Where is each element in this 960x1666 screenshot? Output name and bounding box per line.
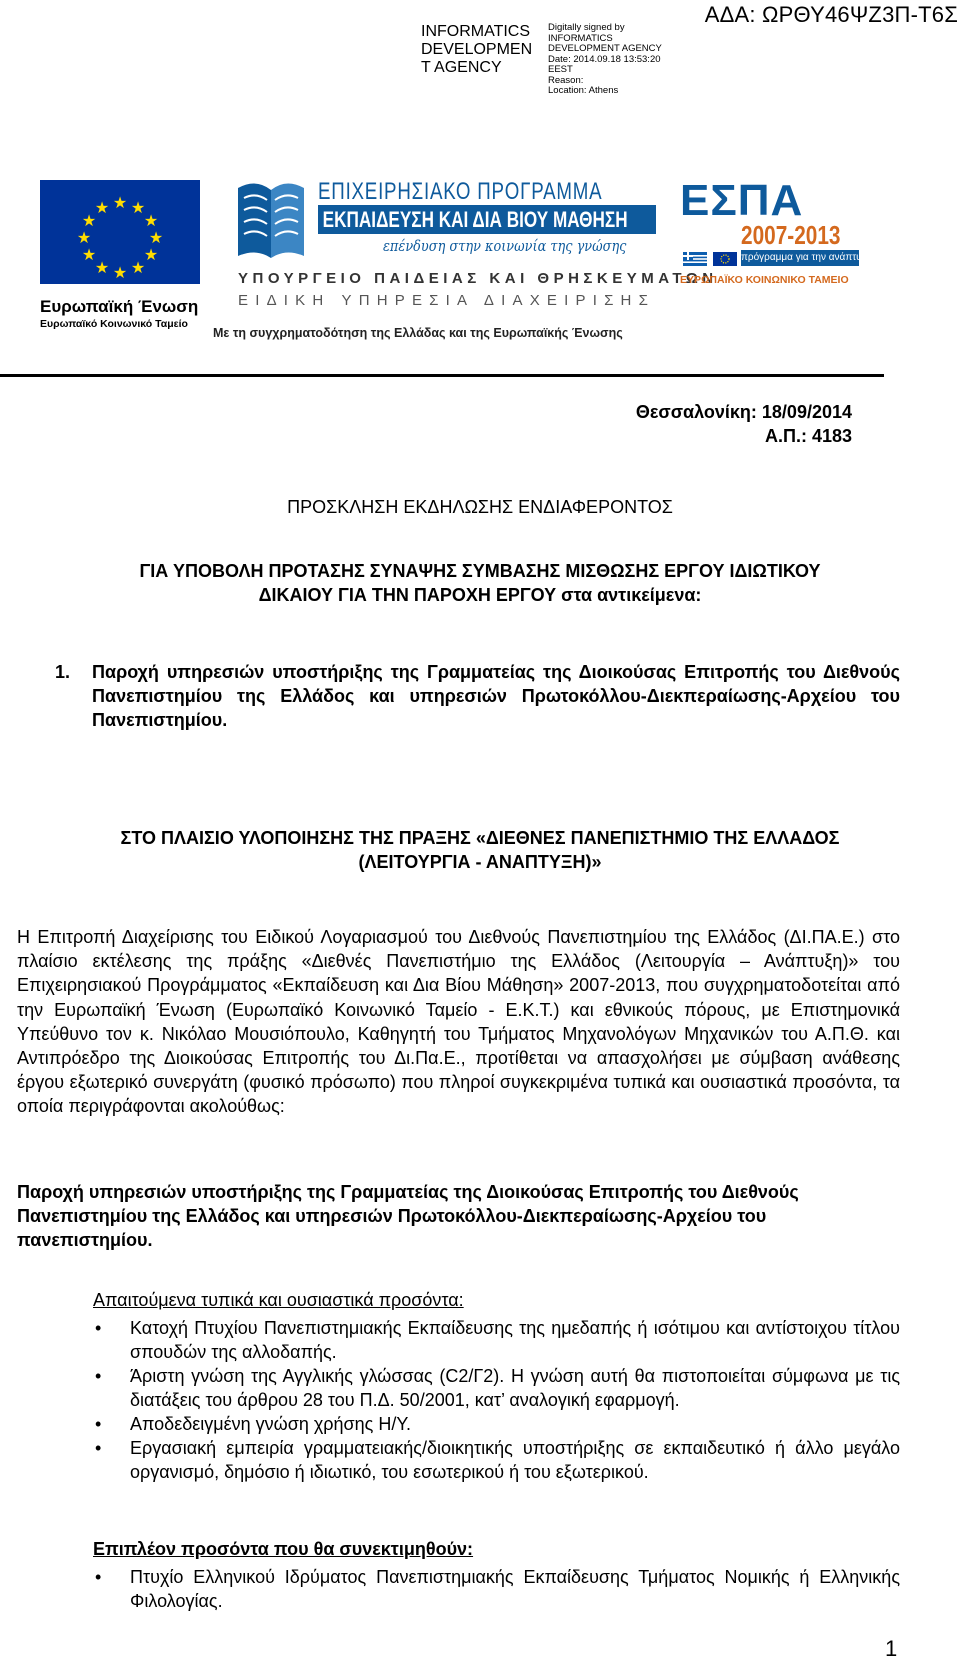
extra-qualifications-heading: Επιπλέον προσόντα που θα συνεκτιμηθούν: (93, 1539, 474, 1559)
programme-logo-slogan: επένδυση στην κοινωνία της γνώσης (383, 237, 627, 255)
svg-text:★: ★ (94, 258, 110, 277)
list-item-text: Πτυχίο Ελληνικού Ιδρύματος Πανεπιστημιακής Εκπαίδευσης Τμήματος Νομικής ή Ελληνικής Φιλολογίας. (130, 1567, 900, 1611)
espa-logo-years: 2007-2013 (741, 220, 841, 250)
signature-meta-line: INFORMATICS (548, 32, 613, 44)
espa-logo-title: ΕΣΠΑ (680, 176, 804, 225)
svg-text:★: ★ (112, 193, 128, 212)
framework-heading-line: (ΛΕΙΤΟΥΡΓΙΑ - ΑΝΑΠΤΥΞΗ)» (358, 852, 602, 872)
numbered-item (55, 660, 900, 732)
bullet-icon: • (95, 1414, 102, 1434)
requirements-list (93, 1316, 900, 1484)
item-number: 1. (55, 662, 71, 682)
svg-text:★: ★ (130, 258, 146, 277)
document-subtitle-line: ΔΙΚΑΙΟΥ ΓΙΑ ΤΗΝ ΠΑΡΟΧΗ ΕΡΓΟΥ στα αντικείμενα: (258, 585, 702, 605)
bullet-icon: • (95, 1567, 102, 1587)
signature-org-line: INFORMATICS (421, 23, 531, 40)
signature-meta-line: Date: 2014.09.18 13:53:20 (548, 53, 661, 65)
signature-meta-line: DEVELOPMENT AGENCY (548, 43, 662, 54)
signature-meta-line: Reason: (548, 74, 584, 86)
document-subtitle (0, 559, 960, 607)
protocol-number: Α.Π.: 4183 (764, 426, 852, 446)
list-item (93, 1436, 900, 1484)
list-item (93, 1364, 900, 1412)
extra-qualifications-list (93, 1565, 900, 1613)
list-item (93, 1316, 900, 1364)
eu-stars-icon (40, 180, 200, 284)
signature-meta-line: EEST (548, 64, 573, 75)
bullet-icon: • (95, 1438, 102, 1458)
signature-org-line: DEVELOPMEN (421, 41, 533, 58)
svg-text:★: ★ (94, 198, 110, 217)
list-item (93, 1565, 900, 1613)
requirements-heading: Απαιτούμενα τυπικά και ουσιαστικά προσόντα: (93, 1290, 464, 1310)
item-text: Παροχή υπηρεσιών υποστήριξης της Γραμματείας της Διοικούσας Επιτροπής του Διεθνούς Πανεπιστημίου της Ελλάδος και υπηρεσιών Πρωτοκόλλου-Διεκπεραίωσης-Αρχείου του Πανεπιστημίου. (92, 662, 900, 730)
programme-logo-line: ΕΠΙΧΕΙΡΗΣΙΑΚΟ ΠΡΟΓΡΑΜΜΑ (318, 178, 603, 205)
programme-logo-service: ΕΙΔΙΚΗ ΥΠΗΡΕΣΙΑ ΔΙΑΧΕΙΡΙΣΗΣ (238, 292, 656, 309)
list-item-text: Άριστη γνώση της Αγγλικής γλώσσας (C2/Γ2). Η γνώση αυτή θα πιστοποιείται σύμφωνα με τις διατάξεις του άρθρου 28 του Π.Δ. 50/2001, κατ’ αναλογική εφαρμογή. (130, 1366, 900, 1410)
eu-logo-subtitle: Ευρωπαϊκό Κοινωνικό Ταμείο (40, 318, 188, 330)
signature-organization (421, 23, 541, 77)
bullet-icon: • (95, 1318, 102, 1338)
greek-eu-flags-icon (683, 252, 737, 271)
programme-logo-banner (318, 205, 656, 234)
signature-org-line: T AGENCY (421, 59, 502, 76)
list-item-text: Κατοχή Πτυχίου Πανεπιστημιακής Εκπαίδευσης της ημεδαπής ή ισότιμου και αντίστοιχου τίτλου σπουδών της αλλοδαπής. (130, 1318, 900, 1362)
svg-text:★: ★ (148, 228, 164, 247)
document-title: ΠΡΟΣΚΛΗΣΗ ΕΚΔΗΛΩΣΗΣ ΕΝΔΙΑΦΕΡΟΝΤΟΣ (287, 497, 673, 517)
eu-logo-title: Ευρωπαϊκή Ένωση (40, 297, 199, 316)
bullet-icon: • (95, 1366, 102, 1386)
ada-code: ΑΔΑ: ΩΡΘΥ46ΨΖ3Π-Τ6Σ (704, 2, 958, 27)
page-number: 1 (885, 1636, 898, 1661)
svg-text:★: ★ (112, 263, 128, 282)
open-book-icon (236, 178, 306, 262)
document-subtitle-line: ΓΙΑ ΥΠΟΒΟΛΗ ΠΡΟΤΑΣΗΣ ΣΥΝΑΨΗΣ ΣΥΜΒΑΣΗΣ ΜΙΣΘΩΣΗΣ ΕΡΓΟΥ ΙΔΙΩΤΙΚΟΥ (139, 561, 821, 581)
document-date-block (636, 400, 852, 448)
svg-text:★: ★ (81, 211, 97, 230)
list-item (93, 1412, 900, 1436)
signature-details (548, 23, 662, 97)
programme-logo-line: ΕΚΠΑΙΔΕΥΣΗ ΚΑΙ ΔΙΑ ΒΙΟΥ ΜΑΘΗΣΗ (322, 207, 628, 232)
framework-heading-line: ΣΤΟ ΠΛΑΙΣΙΟ ΥΛΟΠΟΙΗΣΗΣ ΤΗΣ ΠΡΑΞΗΣ «ΔΙΕΘΝΕΣ ΠΑΝΕΠΙΣΤΗΜΙΟ ΤΗΣ ΕΛΛΑΔΟΣ (120, 828, 840, 848)
svg-text:★: ★ (143, 245, 159, 264)
espa-logo-banner: πρόγραμμα για την ανάπτυξη (741, 250, 859, 266)
service-description: Παροχή υπηρεσιών υποστήριξης της Γραμματείας της Διοικούσας Επιτροπής του Διεθνούς Πανεπιστημίου της Ελλάδος και υπηρεσιών Πρωτοκόλλου-Διεκπεραίωσης-Αρχείου του πανεπιστημίου. (17, 1182, 799, 1250)
document-date: Θεσσαλονίκη: 18/09/2014 (635, 402, 852, 422)
svg-text:★: ★ (143, 211, 159, 230)
svg-text:★: ★ (130, 198, 146, 217)
list-item-text: Αποδεδειγμένη γνώση χρήσης Η/Υ. (130, 1414, 412, 1434)
list-item-text: Εργασιακή εμπειρία γραμματειακής/διοικητικής υποστήριξης σε εκπαιδευτικό ή άλλο μεγάλο οργανισμό, δημόσιο ή ιδιωτικό, του εσωτερικού ή του εξωτερικού. (130, 1438, 900, 1482)
framework-heading (0, 826, 960, 874)
espa-logo-fund: ΕΥΡΩΠΑΪΚΟ ΚΟΙΝΩΝΙΚΟ ΤΑΜΕΙΟ (680, 274, 849, 286)
cofunding-statement: Με τη συγχρηματοδότηση της Ελλάδας και της Ευρωπαϊκής Ένωσης (213, 326, 623, 340)
svg-text:★: ★ (76, 228, 92, 247)
signature-meta-line: Digitally signed by (548, 22, 625, 33)
body-paragraph: Η Επιτροπή Διαχείρισης του Ειδικού Λογαριασμού του Διεθνούς Πανεπιστημίου της Ελλάδος (ΔΙ.ΠΑ.Ε.) στο πλαίσιο εκτέλεσης της πράξης «Διεθνές Πανεπιστήμιο της Ελλάδος (Λειτουργία – Ανάπτυξη)» του Επιχειρησιακού Προγράμματος «Εκπαίδευση και Δια Βίου Μάθηση» 2007-2013, που συγχρηματοδοτείται από την Ευρωπαϊκή Ένωση (Ευρωπαϊκό Κοινωνικό Ταμείο - Ε.Κ.Τ.) και εθνικούς πόρους, με Επιστημονικά Υπεύθυνο τον κ. Νικόλαο Μουσιόπουλο, Καθηγητή του Τμήματος Μηχανολόγων Μηχανικών του Α.Π.Θ. και Αντιπρόεδρο της Διοικούσας Επιτροπής του Δι.Πα.Ε., προτίθεται να απασχολήσει με σύμβαση ανάθεσης έργου εξωτερικό συνεργάτη (φυσικό πρόσωπο) που πληροί συγκεκριμένα τυπικά και ουσιαστικά προσόντα, τα οποία περιγράφονται ακολούθως: (17, 927, 900, 1117)
signature-meta-line: Location: Athens (548, 85, 619, 96)
svg-text:★: ★ (81, 245, 97, 264)
programme-logo-ministry: ΥΠΟΥΡΓΕΙΟ ΠΑΙΔΕΙΑΣ ΚΑΙ ΘΡΗΣΚΕΥΜΑΤΩΝ (238, 270, 718, 287)
eu-flag-logo (40, 180, 200, 284)
header-divider (0, 374, 884, 377)
